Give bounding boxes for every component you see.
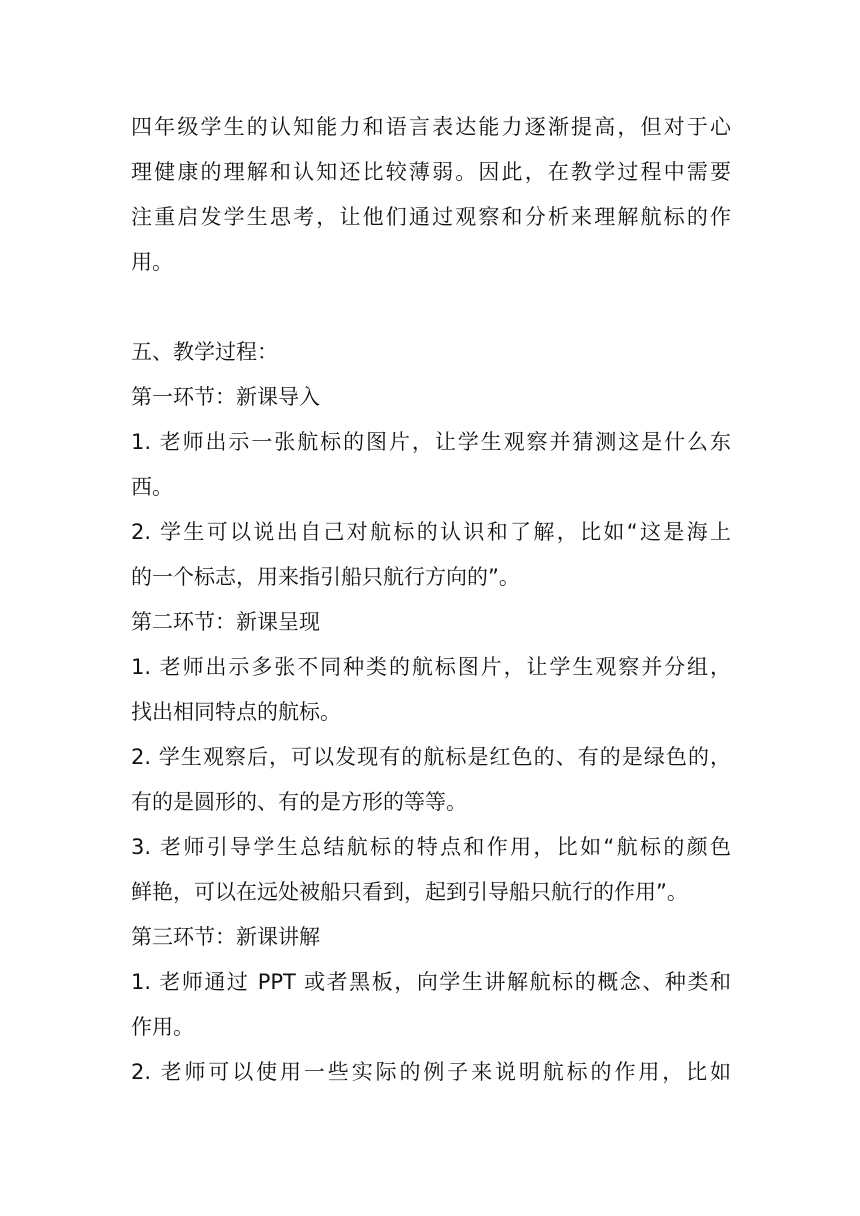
stage2-item1-line1: 1. 老师出示多张不同种类的航标图片，让学生观察并分组， <box>131 655 731 679</box>
stage3-item1-line1: 1. 老师通过 PPT 或者黑板，向学生讲解航标的概念、种类和 <box>131 970 731 994</box>
stage3-item1-line2: 作用。 <box>131 1015 194 1039</box>
stage2-title: 第二环节：新课呈现 <box>131 610 320 634</box>
stage3-item2-line1: 2. 老师可以使用一些实际的例子来说明航标的作用，比如 <box>131 1060 731 1084</box>
stage1-title: 第一环节：新课导入 <box>131 385 320 409</box>
stage1-item1-line2: 西。 <box>131 475 173 499</box>
analysis-line-2: 理健康的理解和认知还比较薄弱。因此，在教学过程中需要 <box>131 160 731 184</box>
stage2-item1-line2: 找出相同特点的航标。 <box>131 700 341 724</box>
stage2-item3-line2: 鲜艳，可以在远处被船只看到，起到引导船只航行的作用”。 <box>131 880 688 904</box>
analysis-line-1: 四年级学生的认知能力和语言表达能力逐渐提高，但对于心 <box>131 115 731 139</box>
stage1-item2-line1: 2. 学生可以说出自己对航标的认识和了解，比如“这是海上 <box>131 520 731 544</box>
stage1-item1-line1: 1. 老师出示一张航标的图片，让学生观察并猜测这是什么东 <box>131 430 731 454</box>
analysis-line-3: 注重启发学生思考，让他们通过观察和分析来理解航标的作 <box>131 205 731 229</box>
stage1-item2-line2: 的一个标志，用来指引船只航行方向的”。 <box>131 565 520 589</box>
section-title: 五、教学过程： <box>131 340 278 364</box>
stage2-item2-line2: 有的是圆形的、有的是方形的等等。 <box>131 790 467 814</box>
stage2-item3-line1: 3. 老师引导学生总结航标的特点和作用，比如“航标的颜色 <box>131 835 731 859</box>
analysis-line-4: 用。 <box>131 250 173 274</box>
stage3-title: 第三环节：新课讲解 <box>131 925 320 949</box>
stage2-item2-line1: 2. 学生观察后，可以发现有的航标是红色的、有的是绿色的， <box>131 745 731 769</box>
